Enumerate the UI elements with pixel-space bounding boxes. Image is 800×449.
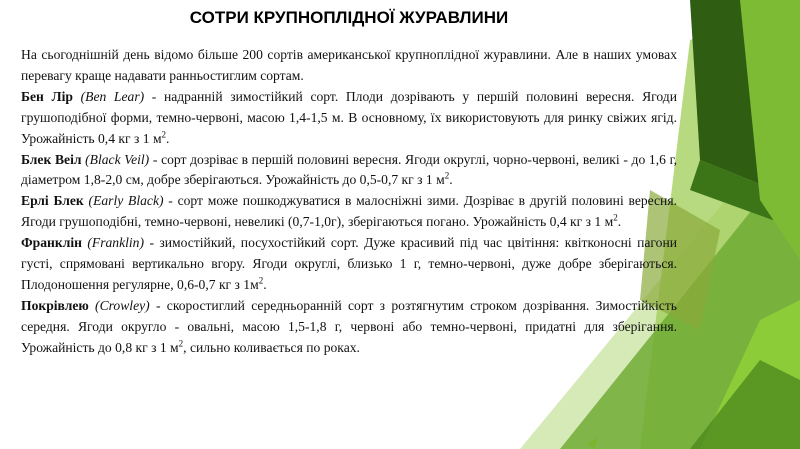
variety-name: Покрівлею — [21, 297, 89, 313]
variety-description: - зимостійкий, посухостійкий сорт. Дуже красивий під час цвітіння: квітконосні пагони густі, спрямовані вертикально вгору. Ягоди округлі, близько 1 г, темно-червоні, дуже добре зберігаються. Плодоношення регулярне, 0,6-0,7 кг з 1м — [21, 235, 677, 292]
variety-paragraph-crowley — [21, 296, 677, 359]
variety-name: Бен Лір — [21, 88, 73, 104]
slide-body — [21, 45, 677, 359]
superscript-two: 2 — [178, 338, 184, 349]
variety-latin-name: (Black Veil) — [85, 151, 150, 167]
variety-latin-name: (Early Black) — [88, 193, 164, 209]
variety-description: - сорт дозріває в першій половині вересня. Ягоди округлі, чорно-червоні, великі - до 1,6 г, діаметром 1,8-2,0 см, добре зберігаються. Урожайність до 0,5-0,7 кг з 1 м — [21, 151, 678, 188]
slide-title: СОТРИ КРУПНОПЛІДНОЇ ЖУРАВЛИНИ — [189, 8, 509, 27]
variety-paragraph-franklin — [21, 233, 677, 296]
variety-paragraph-ben-lear — [21, 87, 677, 150]
variety-description: - сорт може пошкоджуватися в малосніжні зими. Дозріває в другій половині вересня. Ягоди грушоподібні, темно-червоні, невеликі (0,7-1,0г), зберігаються погано. Урожайність 0,4 кг з 1 м — [21, 193, 677, 230]
variety-latin-name: (Ben Lear) — [80, 88, 145, 104]
variety-description: - надранній зимостійкий сорт. Плоди дозрівають у першій половині вересня. Ягоди грушоподібної форми, темно-червоні, масою 1,4-1,5 м. В основному, їх використовують для ринку свіжих ягід. Урожайність 0,4 кг з 1 м — [21, 88, 677, 146]
variety-paragraph-early-black — [21, 191, 677, 233]
variety-name: Ерлі Блек — [21, 193, 84, 209]
superscript-two: 2 — [613, 212, 618, 223]
variety-description-tail: . — [617, 214, 622, 230]
variety-description-tail: . — [449, 172, 453, 188]
variety-description-tail: . — [166, 130, 170, 146]
intro-paragraph: На сьогоднішній день відомо більше 200 сортів американської крупноплідної журавлини. Але в наших умовах перевагу краще надавати ранньостиглим сортам. — [21, 47, 677, 83]
variety-latin-name: (Franklin) — [87, 235, 145, 251]
variety-description-tail: . — [263, 276, 267, 292]
variety-name: Франклін — [21, 235, 82, 251]
superscript-two: 2 — [161, 129, 167, 140]
variety-latin-name: (Crowley) — [95, 297, 150, 313]
variety-name: Блек Веіл — [21, 151, 82, 167]
superscript-two: 2 — [444, 170, 450, 181]
variety-paragraph-black-veil — [21, 150, 677, 192]
variety-description: - скоростиглий середньоранній сорт з розтягнутим строком дозрівання. Зимостійкість середня. Ягоди округло - овальні, масою 1,5-1,8 г, червоні або темно-червоні, придатні для зберігання. Урожайність до 0,8 кг з 1 м — [21, 297, 677, 355]
superscript-two: 2 — [258, 275, 264, 286]
slide-content — [21, 0, 677, 449]
variety-description-tail: , сильно коливається по роках. — [183, 339, 360, 355]
